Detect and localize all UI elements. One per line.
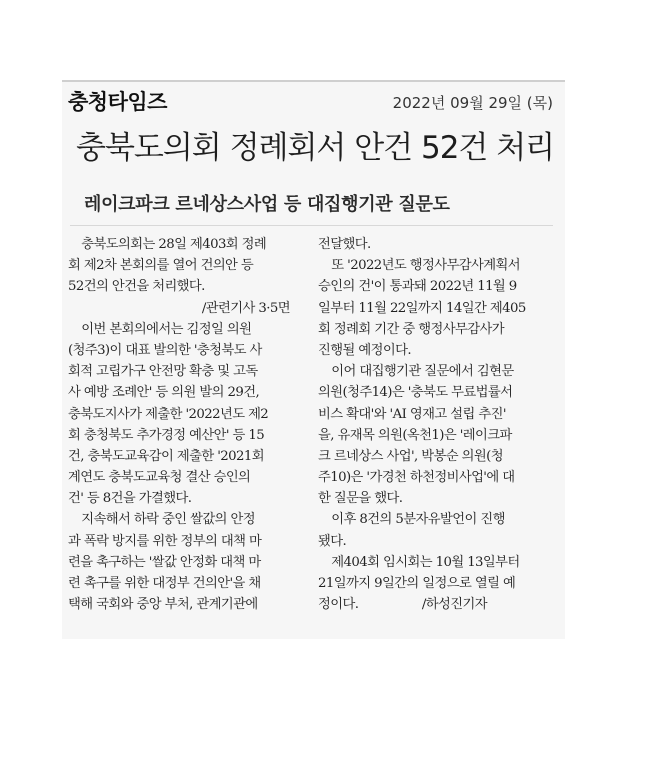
body-text-line: (청주3)이 대표 발의한 '충청북도 사 [68,342,262,358]
body-text-line: 크 르네상스 사업', 박봉순 의원(청 [318,448,503,464]
body-text-line: 이어 대집행기관 질문에서 김현문 [331,364,514,380]
body-text-line: 이후 8건의 5분자유발언이 진행 [331,512,505,528]
body-text-line: 회적 고립가구 안전망 확충 및 고독 [68,364,258,380]
body-text-line: 진행될 예정이다. [318,342,411,358]
body-text-line: 련 촉구를 위한 대정부 건의안'을 채 [68,576,261,591]
divider [70,225,553,226]
article-column-right [318,234,540,615]
body-text-line: 충북도지사가 제출한 '2022년도 제2 [68,406,269,422]
body-text-line: 회 충청북도 추가경정 예산안' 등 15 [68,427,265,443]
body-text-line: 의원(청주14)은 '충북도 무료법률서 [318,385,513,401]
body-text-line: 한 질문을 했다. [318,491,403,507]
body-text-line: 주10)은 '가경천 하천정비사업'에 대 [318,470,515,486]
body-text-line: 택해 국회와 중앙 부처, 관계기관에 [68,597,258,613]
body-text-line: 충북도의회는 28일 제403회 정례 [81,237,267,252]
body-text-line: 건' 등 8건을 가결했다. [68,491,192,507]
body-text-line: 이번 본회의에서는 김정일 의원 [81,321,252,337]
body-text-line: 비스 확대'와 'AI 영재고 설립 추진' [318,406,506,422]
newspaper-masthead: 충청타임즈 [68,90,167,114]
top-rule [62,80,565,82]
body-text-line: 계연도 충북도교육청 결산 승인의 [68,470,251,486]
body-text-line: 52건의 안건을 처리했다. [68,279,205,295]
body-text-line: 과 폭락 방지를 위한 정부의 대책 마 [68,533,262,549]
headline: 충북도의회 정례회서 안건 52건 처리 [76,130,555,166]
publication-date: 2022년 09월 29일 (목) [392,94,553,112]
body-text-line: 됐다. [318,533,347,549]
body-text-line: 사 예방 조례안' 등 의원 발의 29건, [68,385,260,401]
related-article-ref: /관련기사 3·5면 [201,300,290,316]
body-text-line: 21일까지 9일간의 일정으로 열릴 예 [318,576,516,591]
article-column-left [68,234,290,615]
body-text-line: 건, 충북도교육감이 제출한 '2021회 [68,448,264,464]
body-text-line: 승인의 건'이 통과돼 2022년 11월 9 [318,279,517,295]
body-text-line: 을, 유재목 의원(옥천1)은 '레이크파 [318,427,512,443]
body-text-line: 일부터 11월 22일까지 14일간 제405 [318,300,526,316]
body-text-line: 또 '2022년도 행정사무감사계획서 [331,258,520,274]
body-text-line: 회 제2차 본회의를 열어 건의안 등 [68,258,254,274]
body-text-line: 제404회 임시회는 10월 13일부터 [331,554,520,570]
body-text-line: 전달했다. [318,237,371,252]
news-clipping [62,80,565,639]
body-text-line: 회 정례회 기간 중 행정사무감사가 [318,321,504,337]
subheadline: 레이크파크 르네상스사업 등 대집행기관 질문도 [84,194,450,215]
body-text-line: 지속해서 하락 중인 쌀값의 안정 [81,512,255,528]
body-text-line: 정이다. /하성진기자 [318,597,487,613]
body-text-line: 련을 촉구하는 '쌀값 안정화 대책 마 [68,554,261,570]
